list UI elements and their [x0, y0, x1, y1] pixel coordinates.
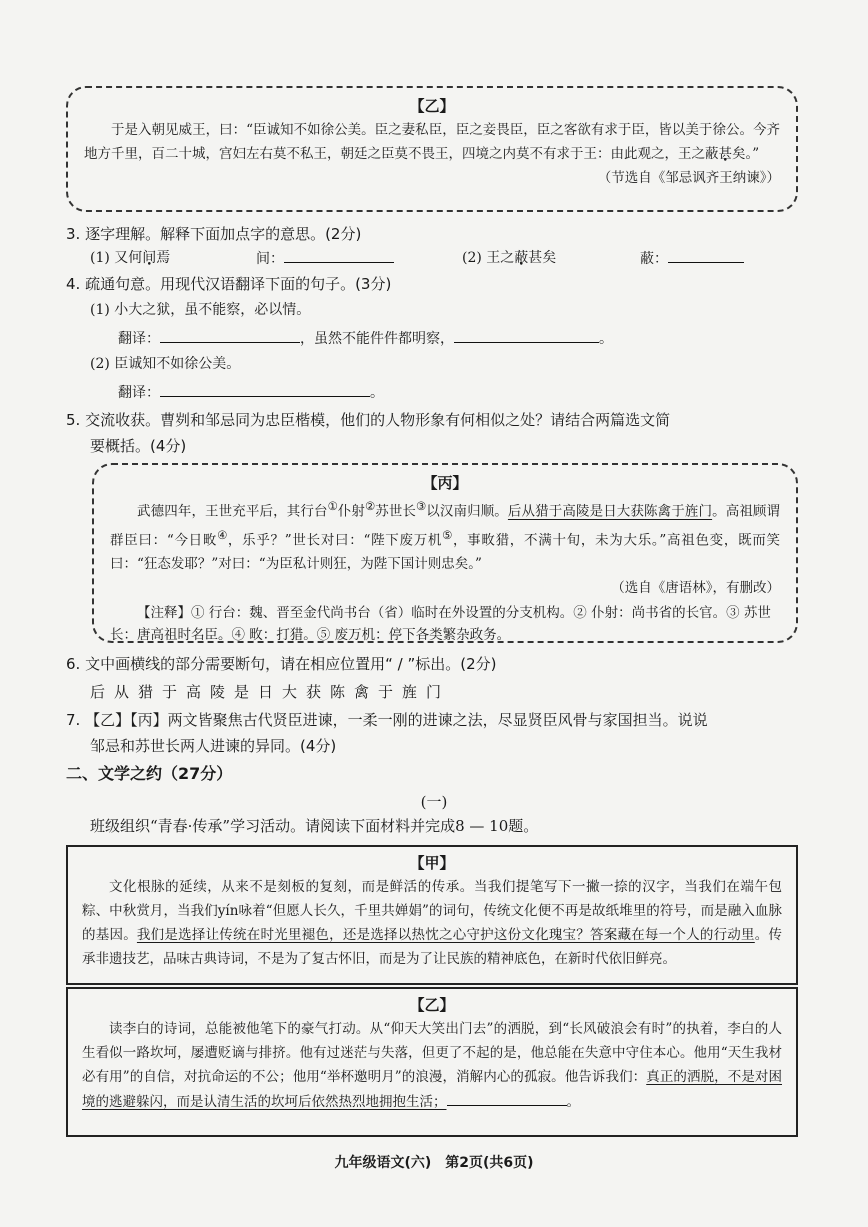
text-run: 以汉南归顺。 — [426, 503, 508, 520]
footnote-mark: ⑤ — [442, 528, 453, 542]
text-run: ，事畋猎，不满十旬，未为大乐。”高祖色变，既而笑曰：“狂态发耶？”对曰：“为臣私计则狂，为陛下国计则忠矣。” — [110, 532, 781, 572]
part-number: (一) — [420, 793, 448, 811]
passage-yi-source: （节选自《邹忌讽齐王纳谏》） — [597, 170, 780, 186]
question-6-stem: 6. 文中画横线的部分需要断句，请在相应位置用“ / ”标出。(2分) — [66, 655, 497, 673]
answer-blank[interactable] — [454, 326, 599, 343]
q3-s2-label: 蔽： — [640, 251, 668, 267]
translate-end: 。 — [599, 331, 613, 347]
footnote-mark: ② — [365, 500, 376, 513]
underlined-sentence: 后从猎于高陵是日大获陈禽于旌门 — [507, 503, 713, 520]
material-yi-title: 【乙】 — [409, 996, 455, 1014]
passage-yi-box — [66, 86, 798, 212]
answer-blank[interactable] — [668, 246, 744, 263]
text-run: 。高祖顾谓群臣曰：“今日畋 — [110, 503, 781, 548]
material-jia-title: 【甲】 — [409, 854, 455, 872]
text-run: 读李白的诗词，总能被他笔下的豪气打动。从“仰天大笑出门去”的洒脱，到“长风破浪会有时”的执着，李白的人生看似一路坎坷，屡遭贬谪与排挤。他有过迷茫与失落，但更了不起的是，他总能在失意中守住本心。他用“天生我材必有用”的自信，对抗命运的不公；他用“举杯邀明月”的浪漫，消解内心的孤寂。他告诉我们： — [82, 1021, 782, 1085]
question-4-stem: 4. 疏通句意。用现代汉语翻译下面的句子。(3分) — [66, 275, 392, 293]
question-4-translate-2 — [118, 380, 384, 405]
dotted-char: 间 — [142, 250, 157, 266]
passage-bing-box — [92, 463, 798, 643]
passage-yi-body: 于是入朝见威王，曰：“臣诚知不如徐公美。臣之妻私臣，臣之妾畏臣，臣之客欲有求于臣，皆以美于徐公。今齐地方千里，百二十城，宫妇左右莫不私王，朝廷之臣莫不畏王，四境之内莫不有求于王：由此观之，王之 — [84, 122, 780, 162]
translate-label: 翻译： — [118, 331, 160, 347]
question-3-item-1 — [90, 246, 170, 270]
passage-yi-text — [84, 118, 780, 166]
answer-blank[interactable] — [160, 326, 300, 343]
material-yi-box — [66, 987, 798, 1137]
question-7-line-2: 邹忌和苏世长两人进谏的异同。(4分) — [90, 737, 337, 755]
passage-bing-notes: 【注释】① 行台：魏、晋至金代尚书台（省）临时在外设置的分支机构。② 仆射：尚书省的长官。③ 苏世长：唐高祖时名臣。④ 畋：打猎。⑤ 废万机：停下各类繁杂政务。 — [110, 605, 771, 643]
passage-yi-title: 【乙】 — [409, 97, 455, 115]
question-3-item-2 — [462, 246, 556, 270]
q3-s1-label: 间： — [256, 251, 284, 267]
footnote-mark: ③ — [416, 500, 427, 513]
material-jia-box — [66, 845, 798, 985]
question-4-item-1: (1) 小大之狱，虽不能察，必以情。 — [90, 302, 311, 318]
answer-blank[interactable] — [160, 380, 370, 397]
q3-s1-pre: (1) 又何 — [90, 250, 143, 266]
question-4-item-2: (2) 臣诚知不如徐公美。 — [90, 356, 241, 372]
text-run: 。传承非遗技艺，品味古典诗词，不是为了复古怀旧，而是为了让民族的精神底色，在新时代依旧鲜亮。 — [82, 927, 783, 967]
text-run: 文化根脉的延续，从来不是刻板的复刻，而是鲜活的传承。当我们提笔写下一撇一捺的汉字，当我们在端午包粽、中秋赏月，当我们yín咏着“但愿人长久，千里共婵娟”的词句，传统文化便不再是故纸堆里的符号，而是融入血脉的基因。 — [82, 879, 782, 943]
translate-label: 翻译： — [118, 385, 160, 401]
footnote-mark: ④ — [217, 528, 228, 542]
dotted-char: 蔽 — [514, 250, 529, 266]
dotted-char: 蔽 — [705, 146, 719, 162]
page-footer: 九年级语文(六) 第2页(共6页) — [334, 1155, 534, 1171]
text-run: 武德四年，王世充平后，其行台 — [137, 503, 328, 520]
material-jia-text — [82, 875, 782, 971]
answer-blank[interactable] — [284, 246, 394, 263]
passage-yi-end: 甚矣。” — [718, 146, 760, 162]
translate-mid: ，虽然不能件件都明察， — [300, 331, 454, 347]
q3-s1-post: 焉 — [156, 250, 171, 266]
text-run: ，乐乎？”世长对曰：“陛下废万机 — [227, 532, 443, 548]
question-7-line-1: 7. 【乙】【丙】两文皆聚焦古代贤臣进谏，一柔一刚的进谏之法，尽显贤臣风骨与家国担当。说说 — [66, 711, 708, 729]
passage-bing-source: （选自《唐语林》，有删改） — [611, 580, 780, 596]
q3-s2-pre: (2) 王之 — [462, 250, 515, 266]
text-run: 仆射 — [337, 503, 365, 520]
question-4-translate-1 — [118, 326, 613, 351]
passage-bing-title: 【丙】 — [422, 474, 468, 492]
passage-bing-text — [110, 495, 780, 576]
text-run: 苏世长 — [375, 503, 417, 520]
section-2-title: 二、文学之约（27分） — [66, 764, 233, 783]
underlined-sentence: 我们是选择让传统在时光里褪色，还是选择以热忱之心守护这份文化瑰宝？答案藏在每一个人的行动里 — [136, 927, 755, 943]
question-5-line-1: 5. 交流收获。曹刿和邹忌同为忠臣楷模，他们的人物形象有何相似之处？请结合两篇选文简 — [66, 411, 671, 429]
question-6-sentence[interactable]: 后从猎于高陵是日大获陈禽于旌门 — [90, 683, 451, 701]
text-run: 。 — [566, 1094, 580, 1110]
footnote-mark: ① — [327, 500, 338, 513]
question-3-answer-2 — [640, 246, 744, 271]
question-5-line-2: 要概括。(4分) — [90, 437, 187, 455]
q3-s2-post: 甚矣 — [528, 250, 557, 266]
translate-end: 。 — [370, 385, 384, 401]
underlined-sentence: 真正的洒脱，不是对困境的逃避躲闪，而是认清生活的坎坷后依然热烈地拥抱生活； — [82, 1069, 782, 1110]
part-intro: 班级组织“青春·传承”学习活动。请阅读下面材料并完成8 — 10题。 — [90, 817, 539, 835]
answer-blank[interactable] — [447, 1089, 567, 1106]
question-3-answer-1 — [256, 246, 394, 271]
question-3-stem: 3. 逐字理解。解释下面加点字的意思。(2分) — [66, 225, 362, 243]
material-yi-text — [82, 1017, 782, 1114]
